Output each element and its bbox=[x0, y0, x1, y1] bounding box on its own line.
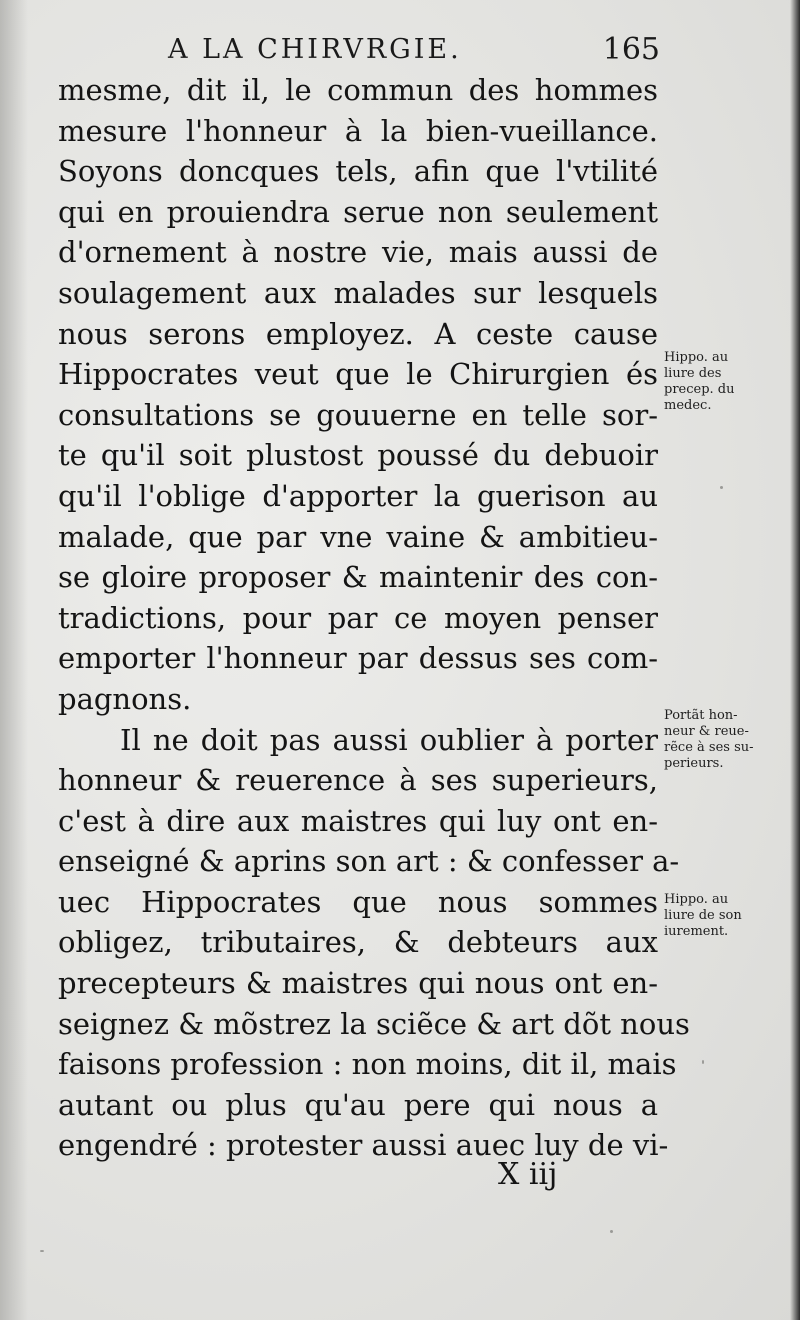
marginal-note-line: precep. du bbox=[664, 382, 735, 397]
text-line: obligez, tributaires, & debteurs aux bbox=[58, 925, 658, 960]
text-line: se gloire proposer & maintenir des con- bbox=[58, 560, 658, 595]
text-line: Il ne doit pas aussi oublier à porter bbox=[120, 722, 658, 757]
text-line: uec Hippocrates que nous sommes bbox=[58, 884, 658, 919]
paper-speck bbox=[702, 1060, 704, 1064]
text-line: qu'il l'oblige d'apporter la guerison au bbox=[58, 478, 658, 513]
text-line: te qu'il soit plustost poussé du debuoir bbox=[58, 438, 658, 473]
marginal-note-line: iurement. bbox=[664, 924, 729, 939]
spine-shadow bbox=[0, 0, 28, 1320]
marginal-note-line: perieurs. bbox=[664, 756, 724, 771]
paper-speck bbox=[610, 1230, 613, 1233]
text-line: nous serons employez. A ceste cause bbox=[58, 316, 658, 351]
marginal-note-hippocrates-oath bbox=[664, 892, 742, 940]
page-edge-shadow bbox=[790, 0, 800, 1320]
text-line: Soyons doncques tels, afin que l'vtilité bbox=[58, 154, 658, 189]
text-line: precepteurs & maistres qui nous ont en- bbox=[58, 966, 658, 1001]
marginal-note-honour-superiors bbox=[664, 708, 754, 772]
marginal-note-line: Hippo. au bbox=[664, 892, 729, 907]
paper-speck bbox=[720, 486, 723, 489]
paper-speck bbox=[40, 1250, 44, 1252]
text-line: faisons profession : non moins, dit il, mais bbox=[58, 1047, 677, 1082]
marginal-note-line: liure des bbox=[664, 366, 722, 381]
text-line: qui en prouiendra serue non seulement bbox=[58, 194, 658, 229]
text-line: mesme, dit il, le commun des hommes bbox=[58, 73, 658, 107]
marginal-note-line: neur & reue- bbox=[664, 724, 749, 739]
signature-mark: X iij bbox=[498, 1157, 558, 1192]
text-line: pagnons. bbox=[58, 681, 192, 716]
marginal-note-line: Hippo. au bbox=[664, 350, 729, 365]
text-line: honneur & reuerence à ses superieurs, bbox=[58, 763, 658, 798]
text-line: d'ornement à nostre vie, mais aussi de bbox=[58, 235, 658, 270]
marginal-note-line: Portãt hon- bbox=[664, 708, 738, 723]
text-line: seignez & mõstrez la sciẽce & art dõt nous bbox=[58, 1006, 690, 1041]
text-line: engendré : protester aussi auec luy de vi- bbox=[58, 1128, 669, 1163]
text-line: soulagement aux malades sur lesquels bbox=[58, 275, 658, 310]
text-line: enseigné & aprins son art : & confesser a- bbox=[58, 844, 680, 879]
page-number: 165 bbox=[602, 32, 660, 67]
text-line: autant ou plus qu'au pere qui nous a bbox=[58, 1087, 658, 1122]
page-header bbox=[168, 30, 668, 70]
text-line: malade, que par vne vaine & ambitieu- bbox=[58, 519, 658, 554]
text-line: c'est à dire aux maistres qui luy ont en- bbox=[58, 803, 658, 838]
text-line: mesure l'honneur à la bien-vueillance. bbox=[58, 113, 658, 148]
marginal-note-hippocrates-precepts bbox=[664, 350, 734, 414]
text-line: emporter l'honneur par dessus ses com- bbox=[58, 641, 658, 676]
text-line: consultations se gouuerne en telle sor- bbox=[58, 397, 658, 432]
marginal-note-line: rẽce à ses su- bbox=[664, 740, 754, 755]
marginal-note-line: medec. bbox=[664, 398, 712, 413]
marginal-note-line: liure de son bbox=[664, 908, 742, 923]
text-line: Hippocrates veut que le Chirurgien és bbox=[58, 357, 658, 392]
text-line: tradictions, pour par ce moyen penser bbox=[58, 600, 658, 635]
running-title: A LA CHIRVRGIE. bbox=[168, 34, 462, 65]
